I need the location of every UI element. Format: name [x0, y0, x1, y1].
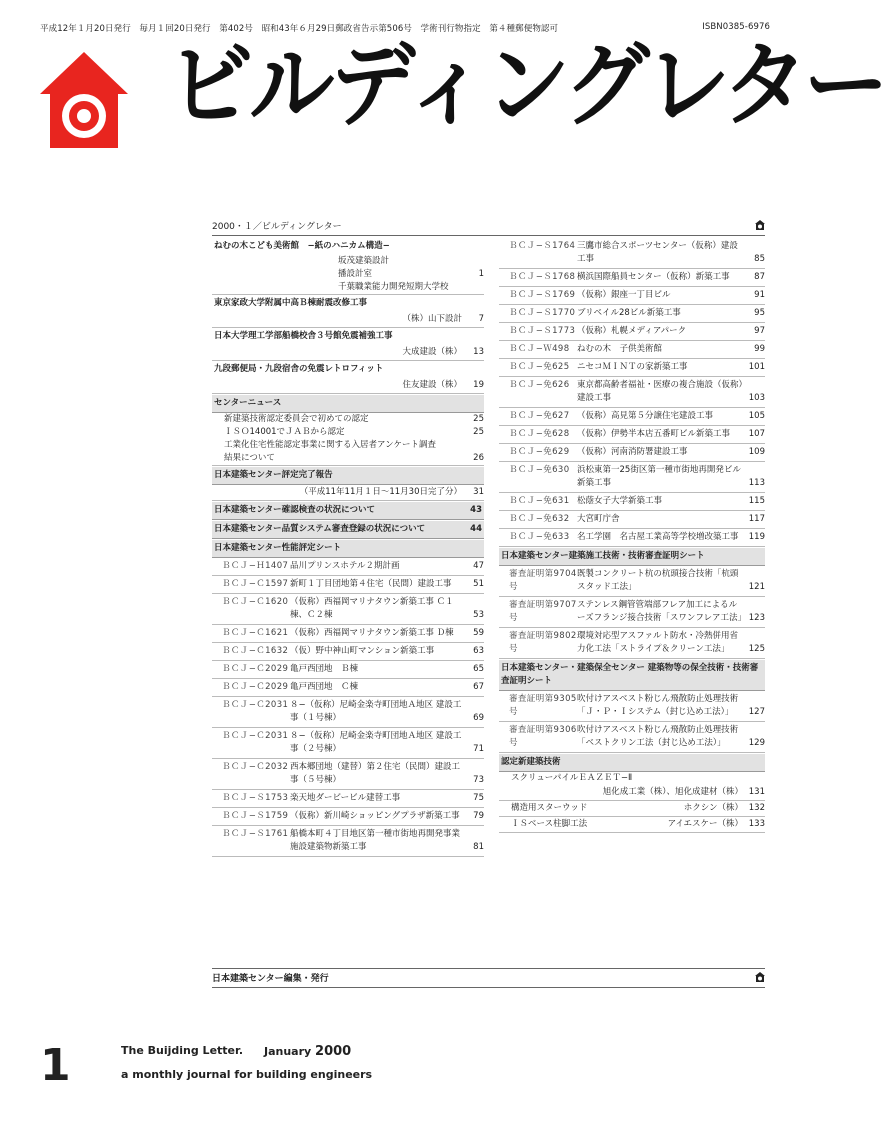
toc-entry — [499, 341, 765, 359]
entry-code: ＢＣＪ−Ｈ1407 — [222, 561, 289, 571]
entry-code: ＢＣＪ−免630 — [509, 465, 570, 475]
article-title — [212, 295, 484, 312]
toc-line — [212, 439, 484, 452]
entry-code: ＢＣＪ−Ｃ1632 — [222, 646, 289, 656]
toc-credit — [212, 485, 484, 501]
toc-entry — [499, 305, 765, 323]
toc-entry — [499, 628, 765, 659]
entry-code: ＢＣＪ−Ｓ1764 — [509, 241, 576, 251]
heading-text: 日本建築センター・建築保全センター 建築物等の保全技術・技術審査証明シート — [501, 663, 759, 686]
page-number: 133 — [748, 819, 765, 829]
page-number: 81 — [473, 842, 484, 852]
toc-entry — [212, 661, 484, 679]
page-number: 26 — [473, 453, 484, 463]
page-number: 63 — [473, 646, 484, 656]
toc-left-column — [212, 238, 484, 857]
credit-text: アイエスケー（株） — [667, 819, 743, 829]
toc-entry — [499, 801, 765, 817]
toc-entry — [212, 558, 484, 576]
page-number: 129 — [748, 738, 765, 748]
heading-text: 日本建築センター性能評定シート — [214, 543, 342, 553]
entry-title: （仮称）銀座一丁目ビル — [577, 290, 671, 300]
line-text: 新建築技術認定委員会で初めての認定 — [224, 414, 369, 424]
toc-line — [212, 255, 484, 268]
toc-entry — [212, 679, 484, 697]
entry-title: 既製コンクリート杭の杭頭接合技術「杭頭スタッド工法」 — [577, 569, 739, 592]
heading-text: センターニュース — [214, 398, 282, 408]
entry-title: （仮称）西福岡マリナタウン新築工事 Ｄ棟 — [290, 628, 454, 638]
issue-month: January — [264, 1045, 312, 1058]
page-number: 31 — [473, 487, 484, 497]
article-title — [212, 238, 484, 255]
line-text: 播設計室 — [338, 269, 373, 279]
toc-entry — [499, 444, 765, 462]
section-heading — [212, 521, 484, 539]
credit-text: 住友建設（株） — [402, 380, 462, 390]
page-number: 123 — [748, 613, 765, 623]
toc-line — [212, 268, 484, 281]
toc-entry — [212, 625, 484, 643]
toc-entry — [212, 594, 484, 625]
page-number: 91 — [754, 290, 765, 300]
page-number: 105 — [748, 411, 765, 421]
heading-text: 日本建築センター品質システム審査登録の状況について — [214, 524, 426, 534]
entry-title: 三鷹市総合スポーツセンター（仮称）建設工事 — [577, 241, 738, 264]
page-number: 19 — [473, 380, 484, 390]
heading-text: ねむの木こども美術館 −紙のハニカム構造− — [214, 241, 390, 251]
section-heading — [212, 467, 484, 485]
toc-entry — [499, 529, 765, 547]
entry-code: ＢＣＪ−Ｓ1753 — [222, 793, 289, 803]
entry-title: 松蔭女子大学新築工事 — [577, 496, 663, 506]
toc-entry — [499, 566, 765, 597]
page-number: 69 — [473, 713, 484, 723]
entry-title: 亀戸西団地 Ｃ棟 — [290, 682, 359, 692]
publication-info-text: 平成12年１月20日発行 毎月１回20日発行 第402号 昭和43年６月29日郵政省告示第506号 学術刊行物指定 第４種郵便物認可 — [40, 24, 559, 34]
entry-code: ＢＣＪ−Ｃ2032 — [222, 762, 289, 772]
line-text: 結果について — [224, 453, 275, 463]
line-text: スクリューパイルＥＡＺＥＴ−Ⅱ — [511, 773, 633, 783]
page-number: 25 — [473, 414, 484, 424]
entry-title: 浜松東第一25街区第一種市街地再開発ビル新築工事 — [577, 465, 741, 488]
entry-code: ＢＣＪ−Ｃ2029 — [222, 682, 289, 692]
page-number: 113 — [748, 478, 765, 488]
entry-title: 西本郷団地（建替）第２住宅（民間）建設工事（５号棟） — [290, 762, 461, 785]
entry-code: ＢＣＪ−免628 — [509, 429, 570, 439]
entry-title: 楽天地ダービービル建替工事 — [290, 793, 401, 803]
entry-code: ＢＣＪ−Ｓ1770 — [509, 308, 576, 318]
entry-code: 審査証明第9306号 — [509, 725, 577, 748]
toc-entry — [212, 826, 484, 857]
heading-text: 日本建築センター建築施工技術・技術審査証明シート — [501, 551, 705, 561]
toc-entry — [499, 359, 765, 377]
entry-title: （仮称）高見第５分譲住宅建設工事 — [577, 411, 714, 421]
page-number: 115 — [748, 496, 765, 506]
heading-text: 認定新建築技術 — [501, 757, 561, 767]
toc-entry — [499, 377, 765, 408]
toc-line — [499, 772, 765, 785]
credit-text: （株）山下設計 — [402, 314, 462, 324]
page-number: 109 — [748, 447, 765, 457]
page-number: 119 — [748, 532, 765, 542]
entry-title: ＩＳベース柱脚工法 — [511, 819, 588, 829]
article-title — [212, 361, 484, 378]
section-heading — [212, 502, 484, 520]
page-number: 125 — [748, 644, 765, 654]
toc-entry — [499, 691, 765, 722]
page-number: 101 — [748, 362, 765, 372]
entry-title: ニセコＭＩＮＴの家新築工事 — [577, 362, 688, 372]
tagline: a monthly journal for building engineers — [121, 1068, 373, 1081]
toc-entry — [499, 287, 765, 305]
line-text: 工業化住宅性能認定事業に関する入居者アンケート調査 — [224, 440, 436, 450]
toc-entry — [499, 817, 765, 833]
page-number: 97 — [754, 326, 765, 336]
toc-entry — [212, 808, 484, 826]
heading-text: 日本大学理工学部船橋校舎３号館免震補強工事 — [214, 331, 393, 341]
entry-title: 名工学園 名古屋工業高等学校増改築工事 — [577, 532, 739, 542]
page-number: 121 — [748, 582, 765, 592]
entry-code: 審査証明第9305号 — [509, 694, 577, 717]
toc-entry — [212, 576, 484, 594]
toc-entry — [212, 728, 484, 759]
entry-title: 吹付けアスベスト粉じん飛散防止処理技術「ベストクリン工法（封じ込め工法）」 — [577, 725, 739, 748]
entry-code: ＢＣＪ−免626 — [509, 380, 570, 390]
issue-number: 1 — [40, 1040, 71, 1091]
english-title: The Buijding Letter. — [121, 1044, 244, 1057]
credit-text: 旭化成工業（株）、旭化成建材（株） — [602, 787, 743, 797]
section-heading — [499, 548, 765, 566]
heading-text: 日本建築センター評定完了報告 — [214, 470, 333, 480]
toc-entry — [499, 323, 765, 341]
entry-code: ＢＣＪ−Ｓ1769 — [509, 290, 576, 300]
page-number: 1 — [478, 269, 484, 279]
toc-entry — [499, 462, 765, 493]
entry-code: ＢＣＪ−Ｃ2031 — [222, 731, 289, 741]
entry-code: ＢＣＪ−免633 — [509, 532, 570, 542]
toc-credit — [499, 785, 765, 801]
toc-heading — [212, 219, 765, 236]
page-number: 103 — [748, 393, 765, 403]
line-text: 千葉職業能力開発短期大学校 — [338, 282, 449, 292]
toc-entry — [499, 597, 765, 628]
section-heading — [212, 540, 484, 558]
entry-title: 東京都高齢者福祉・医療の複合施設（仮称）建設工事 — [577, 380, 743, 403]
entry-title: ８−（仮称）尼崎金楽寺町団地Ａ地区 建設工事（２号棟） — [290, 731, 462, 754]
entry-code: 審査証明第9802号 — [509, 631, 577, 654]
entry-code: ＢＣＪ−免627 — [509, 411, 570, 421]
page-number: 99 — [754, 344, 765, 354]
section-heading — [499, 754, 765, 772]
page-number: 59 — [473, 628, 484, 638]
page-number: 132 — [748, 803, 765, 813]
toc-right-column — [499, 238, 765, 833]
toc-line — [212, 413, 484, 426]
toc-entry — [499, 238, 765, 269]
toc-credit — [212, 345, 484, 361]
toc-credit — [212, 378, 484, 394]
toc-line — [212, 452, 484, 466]
toc-entry — [499, 408, 765, 426]
entry-title: （仮称）伊勢半本店五番町ビル新築工事 — [577, 429, 731, 439]
entry-code: ＢＣＪ−Ｃ2029 — [222, 664, 289, 674]
entry-code: ＢＣＪ−免629 — [509, 447, 570, 457]
small-house-icon — [755, 220, 765, 230]
section-heading — [499, 660, 765, 691]
toc-line — [212, 281, 484, 295]
entry-title: 構造用スターウッド — [511, 803, 588, 813]
page-number: 25 — [473, 427, 484, 437]
toc-entry — [212, 759, 484, 790]
toc-entry — [499, 269, 765, 287]
entry-code: ＢＣＪ−Ｓ1773 — [509, 326, 576, 336]
heading-text: 東京家政大学附属中高Ｂ棟耐震改修工事 — [214, 298, 368, 308]
page-number: 87 — [754, 272, 765, 282]
toc-entry — [212, 643, 484, 661]
magazine-title: ビルディングレター — [168, 32, 884, 139]
page-number: 79 — [473, 811, 484, 821]
entry-title: （仮）野中神山町マンション新築工事 — [290, 646, 435, 656]
entry-title: ブリベイル28ビル新築工事 — [577, 308, 681, 318]
toc-heading-text: 2000・１／ビルディングレター — [212, 222, 342, 232]
toc-entry — [499, 493, 765, 511]
entry-code: ＢＣＪ−Ｓ1759 — [222, 811, 289, 821]
page-number: 127 — [748, 707, 765, 717]
issue-date — [264, 1044, 351, 1059]
page-number: 53 — [473, 610, 484, 620]
page-number: 43 — [470, 505, 482, 515]
entry-title: 亀戸西団地 Ｂ棟 — [290, 664, 359, 674]
toc-line — [212, 426, 484, 439]
issue-year: 2000 — [315, 1044, 352, 1059]
publisher: 日本建築センター編集・発行 — [212, 974, 329, 984]
entry-code: ＢＣＪ−免632 — [509, 514, 570, 524]
page-number: 131 — [748, 787, 765, 797]
credit-text: 大成建設（株） — [402, 347, 462, 357]
entry-title: （仮称）西福岡マリナタウン新築工事 Ｃ１棟、Ｃ２棟 — [290, 597, 454, 620]
isbn: ISBN0385-6976 — [702, 22, 770, 32]
line-text: ＩＳＯ14001でＪＡＢから認定 — [224, 427, 345, 437]
heading-text: 九段郵便局・九段宿舎の免震レトロフィット — [214, 364, 384, 374]
entry-code: ＢＣＪ−Ｃ1620 — [222, 597, 289, 607]
page-number: 107 — [748, 429, 765, 439]
section-heading — [212, 395, 484, 413]
line-text: 坂茂建築設計 — [338, 256, 390, 266]
page-number: 44 — [470, 524, 482, 534]
page-number: 117 — [748, 514, 765, 524]
entry-code: ＢＣＪ−免625 — [509, 362, 570, 372]
entry-title: 船橋本町４丁目地区第一種市街地再開発事業施設建築物新築工事 — [290, 829, 461, 852]
toc-entry — [499, 511, 765, 529]
entry-code: 審査証明第9707号 — [509, 600, 577, 623]
entry-code: ＢＣＪ−Ｃ1597 — [222, 579, 289, 589]
credit-text: ホクシン（株） — [683, 803, 743, 813]
page-number: 67 — [473, 682, 484, 692]
entry-code: ＢＣＪ−Ｓ1761 — [222, 829, 289, 839]
toc-entry — [212, 790, 484, 808]
entry-title: （仮称）河南消防署建設工事 — [577, 447, 688, 457]
entry-title: 新町１丁目団地第４住宅（民間）建設工事 — [290, 579, 452, 589]
entry-code: ＢＣＪ−Ｃ1621 — [222, 628, 289, 638]
entry-code: ＢＣＪ−Ｗ498 — [509, 344, 570, 354]
entry-title: 吹付けアスベスト粉じん飛散防止処理技術「Ｊ・Ｐ・Ｉシステム（封じ込め工法）」 — [577, 694, 739, 717]
article-title — [212, 328, 484, 345]
page-number: 75 — [473, 793, 484, 803]
page-number: 51 — [473, 579, 484, 589]
publisher-bar — [212, 968, 765, 988]
entry-code: ＢＣＪ−Ｓ1768 — [509, 272, 576, 282]
page-number: 71 — [473, 744, 484, 754]
entry-title: 大宮町庁舎 — [577, 514, 620, 524]
toc-entry — [499, 722, 765, 753]
page-number: 95 — [754, 308, 765, 318]
entry-title: ねむの木 子供美術館 — [577, 344, 663, 354]
entry-title: 環境対応型アスファルト防水・冷熱併用省力化工法「ストライプ＆クリーン工法」 — [577, 631, 738, 654]
entry-title: 横浜国際船員センター（仮称）新築工事 — [577, 272, 730, 282]
entry-code: 審査証明第9704号 — [509, 569, 577, 592]
entry-title: ８−（仮称）尼崎金楽寺町団地Ａ地区 建設工事（１号棟） — [290, 700, 462, 723]
house-logo-icon — [38, 50, 130, 150]
entry-code: ＢＣＪ−免631 — [509, 496, 570, 506]
page-number: 47 — [473, 561, 484, 571]
small-house-icon — [755, 972, 765, 982]
page-number: 13 — [473, 347, 484, 357]
entry-title: （仮称）新川崎ショッピングプラザ新築工事 — [290, 811, 460, 821]
heading-text: 日本建築センター確認検査の状況について — [214, 505, 375, 515]
page-number: 73 — [473, 775, 484, 785]
toc-entry — [212, 697, 484, 728]
page-number: 85 — [754, 254, 765, 264]
entry-title: 品川プリンスホテル２期計画 — [290, 561, 400, 571]
page-number: 65 — [473, 664, 484, 674]
entry-title: ステンレス鋼管管端部フレア加工によるルーズフランジ接合技術「スワンフレア工法」 — [577, 600, 747, 623]
entry-code: ＢＣＪ−Ｃ2031 — [222, 700, 289, 710]
entry-title: （仮称）札幌メディアパーク — [577, 326, 687, 336]
toc-credit — [212, 312, 484, 328]
toc-entry — [499, 426, 765, 444]
page-number: 7 — [478, 314, 484, 324]
credit-text: （平成11年11月１日〜11月30日完了分） — [299, 487, 462, 497]
